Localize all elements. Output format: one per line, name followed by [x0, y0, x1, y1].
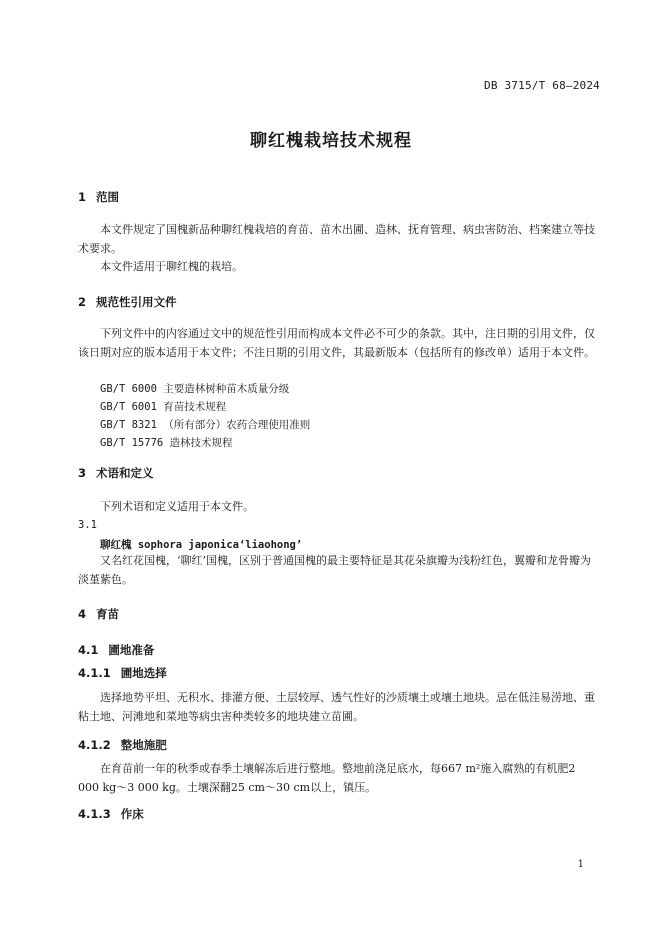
section-1-paragraph-1: 本文件规定了国槐新品种聊红槐栽培的育苗、苗木出圃、造林、抚育管理、病虫害防治、档案建立等技术要求。: [78, 223, 595, 255]
section-number: 4.1.1: [78, 666, 111, 680]
section-title: 整地施肥: [120, 738, 167, 752]
section-title: 圃地准备: [108, 643, 155, 657]
section-number: 4.1: [78, 643, 99, 657]
section-number: 1: [78, 190, 87, 204]
section-1-paragraph-2: 本文件适用于聊红槐的栽培。: [100, 260, 243, 273]
term-number: 3.1: [78, 519, 97, 531]
section-3-heading: [78, 465, 154, 481]
section-4-1-3-heading: [78, 806, 144, 822]
reference-item: GB/T 6000 主要造林树种苗木质量分级: [100, 383, 290, 395]
section-4-1-2-paragraph: 在育苗前一年的秋季或春季土壤解冻后进行整地。整地前浇足底水，每667 m²施入腐熟的有机肥2 000 kg～3 000 kg。土壤深翻25 cm～30 cm以上，镇压。: [78, 762, 576, 794]
section-title: 育苗: [96, 607, 120, 621]
section-number: 3: [78, 466, 87, 480]
section-number: 2: [78, 295, 87, 309]
section-number: 4.1.3: [78, 807, 111, 821]
section-number: 4.1.2: [78, 738, 111, 752]
section-2-heading: [78, 294, 177, 310]
section-4-heading: [78, 606, 119, 622]
section-4-1-2-heading: [78, 737, 167, 753]
section-3-paragraph-1: 下列术语和定义适用于本文件。: [100, 500, 254, 513]
section-title: 范围: [96, 190, 120, 204]
section-1-heading: [78, 189, 119, 205]
section-2-paragraph-1: 下列文件中的内容通过文中的规范性引用而构成本文件必不可少的条款。其中，注日期的引用文件，仅该日期对应的版本适用于本文件；不注日期的引用文件，其最新版本（包括所有的修改单）适用于本文件。: [78, 327, 595, 359]
section-title: 术语和定义: [96, 466, 154, 480]
document-title: 聊红槐栽培技术规程: [250, 131, 412, 151]
page-number: 1: [577, 859, 584, 870]
standard-code: DB 3715/T 68—2024: [484, 79, 600, 92]
reference-item: GB/T 15776 造林技术规程: [100, 437, 233, 449]
section-4-1-1-paragraph: 选择地势平坦、无积水、排灌方便、土层较厚、透气性好的沙质壤土或壤土地块。忌在低洼易涝地、重粘土地、河滩地和菜地等病虫害种类较多的地块建立苗圃。: [78, 691, 595, 723]
section-title: 作床: [120, 807, 144, 821]
reference-item: GB/T 8321 （所有部分）农药合理使用准则: [100, 419, 311, 431]
section-4-1-1-heading: [78, 665, 167, 681]
reference-item: GB/T 6001 育苗技术规程: [100, 401, 227, 413]
section-title: 规范性引用文件: [96, 295, 177, 309]
term-name: 聊红槐 sophora japonica‘liaohong’: [100, 539, 303, 551]
section-title: 圃地选择: [120, 666, 167, 680]
term-definition: 又名红花国槐，‘聊红’国槐，区别于普通国槐的最主要特征是其花朵旗瓣为浅粉红色，翼瓣和龙骨瓣为淡堇紫色。: [78, 554, 591, 586]
section-number: 4: [78, 607, 87, 621]
section-4-1-heading: [78, 642, 154, 658]
